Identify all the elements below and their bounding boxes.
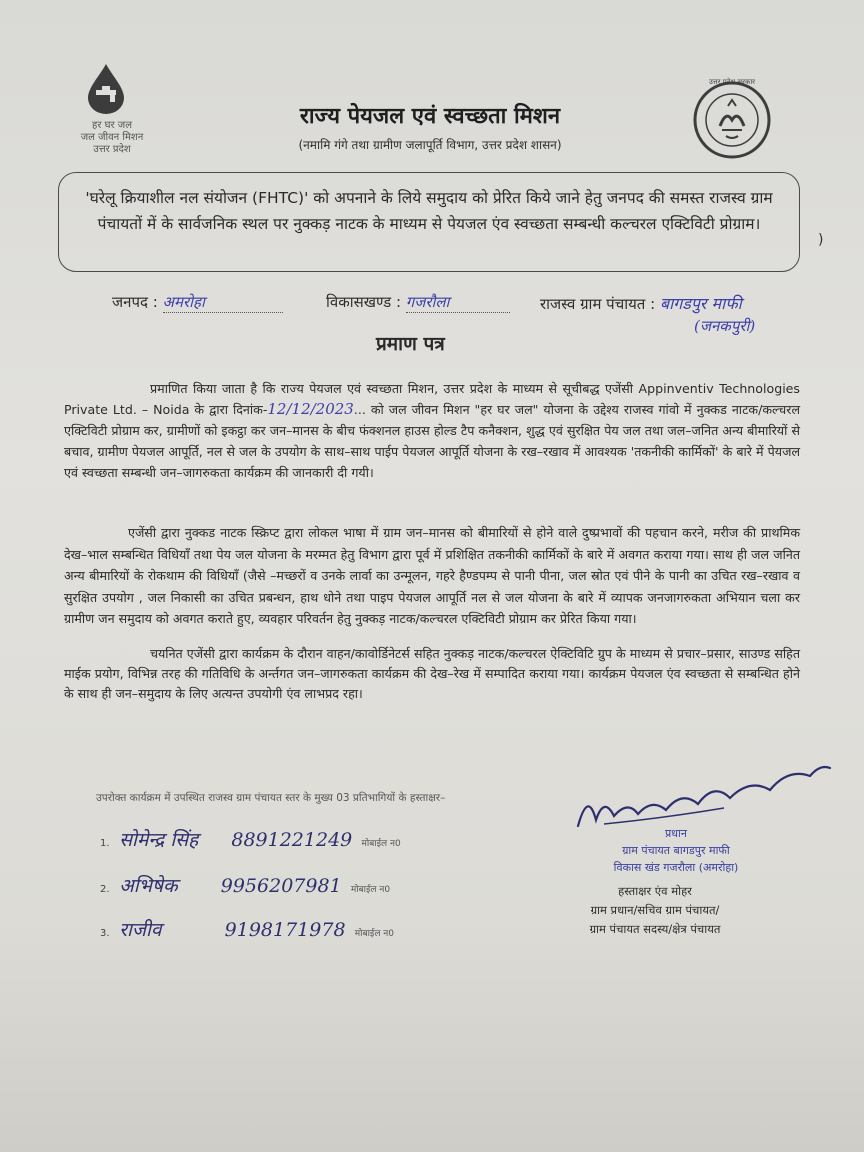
signatory-note — [540, 882, 770, 939]
paragraph-1 — [64, 378, 800, 483]
mobile-label: मोबाईल न0 — [361, 839, 401, 849]
row-number: 2. — [100, 884, 110, 895]
program-banner: 'घरेलू क्रियाशील नल संयोजन (FHTC)' को अपनाने के लिये समुदाय को प्रेरित किये जाने हेतु जनपद की समस्त राजस्व ग्राम पंचायतों में के सार्वजनिक स्थल पर नुक्कड़ नाटक के माध्यम से पेयजल एंव स्वच्छता सम्बन्धी कल्चरल एक्टिविटी प्रोग्राम। — [58, 172, 800, 272]
har-ghar-jal-logo — [62, 62, 162, 172]
district-label: जनपद : — [112, 293, 158, 311]
row-number: 1. — [100, 838, 110, 849]
participant-name: राजीव — [119, 919, 162, 941]
stamp-line: ग्राम पंचायत बागडपुर माफी — [622, 844, 730, 857]
mission-subtitle: (नमामि गंगे तथा ग्रामीण जलापूर्ति विभाग, उत्तर प्रदेश शासन) — [298, 138, 562, 152]
state-emblem-icon — [692, 80, 772, 160]
p2-text: एजेंसी द्वारा नुक्कड नाटक स्क्रिप्ट द्वारा लोकल भाषा में ग्राम जन–मानस को बीमारियों से होने वाले दुष्प्रभावों की पहचान करने, मरीज की प्राथमिक देख–भाल सम्बन्धित विधियाँ तथा पेय जल योजना के मरम्मत हेतु विभाग द्वारा पूर्व में प्रशिक्षित तकनीकी कार्मिकों के बारे में अवगत कराया गया। साथ ही जल जनित अन्य बीमारियों के रोकथाम की विधियाँ (जैसे –मच्छरों व उनके लार्वा का उन्मूलन, गहरे हैण्डपम्प से पानी पीना, जल स्रोत एवं पीने के पानी का उचित रख–रखाव व सुरक्षित उपयोग , जल निकासी का उचित प्रबन्धन, हाथ धोने तथा पाइप पेयजल आपूर्ति नल से जल योजना के बारे में व्यापक जनजागरुकता अभियान चला कर ग्रामीण जन समुदाय को अवगत कराते हुए, व्यवहार परिवर्तन हेतु नुक्कड़ नाटक/कल्चरल एक्टिविटी प्रोग्राम कर प्रेरित किया गया। — [64, 525, 800, 626]
signatory-line: हस्ताक्षर एंव मोहर — [618, 884, 692, 898]
block-field — [326, 292, 510, 313]
district-value: अमरोहा — [163, 292, 283, 313]
participant-mobile-number: 8891221249 — [231, 829, 353, 851]
logo-caption: हर घर जल जल जीवन मिशन उत्तर प्रदेश — [80, 120, 144, 155]
pradhan-stamp — [586, 825, 766, 876]
signatory-line: ग्राम पंचायत सदस्य/क्षेत्र पंचायत — [589, 922, 721, 936]
water-drop-tap-icon — [84, 62, 128, 114]
signatory-line: ग्राम प्रधान/सचिव ग्राम पंचायत/ — [590, 903, 720, 917]
participant-name: सोमेन्द्र सिंह — [119, 829, 199, 851]
block-value: गजरौला — [406, 292, 510, 313]
p3-text: चयनित एजेंसी द्वारा कार्यक्रम के दौरान वाहन/कावोर्डिनेटर्स सहित नुक्कड़ नाटक/कल्चरल ऐक्टिविटि ग्रुप के माध्यम से प्रचार–प्रसार, साउण्ड सहित माईक प्रयोग, विभिन्न तरह की गतिविधि के अर्न्तगत जन–जागरुकता कार्यक्रम की देख–रेख में सम्पादित कराया गया। कार्यक्रम पेयजल एंव स्वच्छता से सम्बन्धित होने के साथ ही जन–समुदाय के लिए अत्यन्त उपयोगी एंव लाभप्रद रहा। — [64, 646, 800, 701]
paragraph-3 — [64, 644, 800, 704]
p1-text-end: ... को जल जीवन मिशन "हर घर जल" योजना के उद्देश्य राजस्व गांवो में नुक्कड नाटक/कल्चरल एक्टिविटी प्रोग्राम कर, ग्रामीणों को इकट्ठा कर जन–मानस के बीच फंक्शनल हाउस होल्ड टैप कनैक्शन, शुद्ध एवं सुरक्षित पेय जल तथा जल–जनित अन्य बीमारियों से बचाव, ग्रामीण पेयजल आपूर्ति, नल से जल के उपयोग के साथ–साथ पाईप पेयजल आपूर्ति योजना के रख–रखाव में आवश्यक 'तकनीकी कार्मिकों' के बारे में पेयजल एवं स्वच्छता सम्बन्धी जन–जागरुकता कार्यक्रम की जानकारी दी गयी। — [64, 402, 800, 480]
panchayat-field — [540, 292, 742, 314]
program-date: 12/12/2023 — [267, 400, 354, 418]
participant-row — [100, 826, 401, 852]
up-government-seal — [692, 80, 772, 160]
panchayat-value-secondary: (जनकपुरी) — [694, 317, 756, 335]
paragraph-2 — [64, 522, 800, 630]
pradhan-signature — [574, 760, 834, 830]
certificate-heading: प्रमाण पत्र — [376, 333, 445, 355]
district-field — [112, 292, 283, 313]
stamp-line: प्रधान — [665, 827, 687, 840]
mobile-label: मोबाईल न0 — [350, 885, 391, 895]
mobile-label: मोबाईल न0 — [354, 929, 395, 939]
panchayat-label: राजस्व ग्राम पंचायत : — [540, 295, 656, 313]
margin-mark: ) — [818, 232, 824, 248]
row-number: 3. — [100, 928, 110, 939]
p1-text-start: प्रमाणित किया जाता है कि राज्य पेयजल एवं स्वच्छता मिशन, उत्तर प्रदेश के माध्यम से सूचीबद्ध एजेंसी Appinventiv Technologies Private Ltd. – Noida के द्वारा दिनांक- — [64, 381, 800, 417]
participants-caption: उपरोक्त कार्यक्रम में उपस्थित राजस्व ग्राम पंचायत स्तर के मुख्य 03 प्रतिभागियों के हस्ताक्षर– — [96, 792, 446, 804]
block-label: विकासखण्ड : — [326, 293, 402, 311]
panchayat-value: बागडपुर माफी — [659, 294, 742, 313]
participant-row — [100, 916, 394, 942]
handwritten-signature — [574, 760, 834, 830]
seal-text: उत्तर प्रदेश सरकार — [708, 78, 756, 86]
participant-mobile-number: 9956207981 — [220, 875, 342, 897]
participant-name: अभिषेक — [119, 875, 178, 897]
mission-title: राज्य पेयजल एवं स्वच्छता मिशन — [299, 104, 561, 129]
participant-row — [100, 872, 390, 898]
stamp-line: विकास खंड गजरौला (अमरोहा) — [613, 861, 739, 874]
participant-mobile-number: 9198171978 — [224, 919, 346, 941]
